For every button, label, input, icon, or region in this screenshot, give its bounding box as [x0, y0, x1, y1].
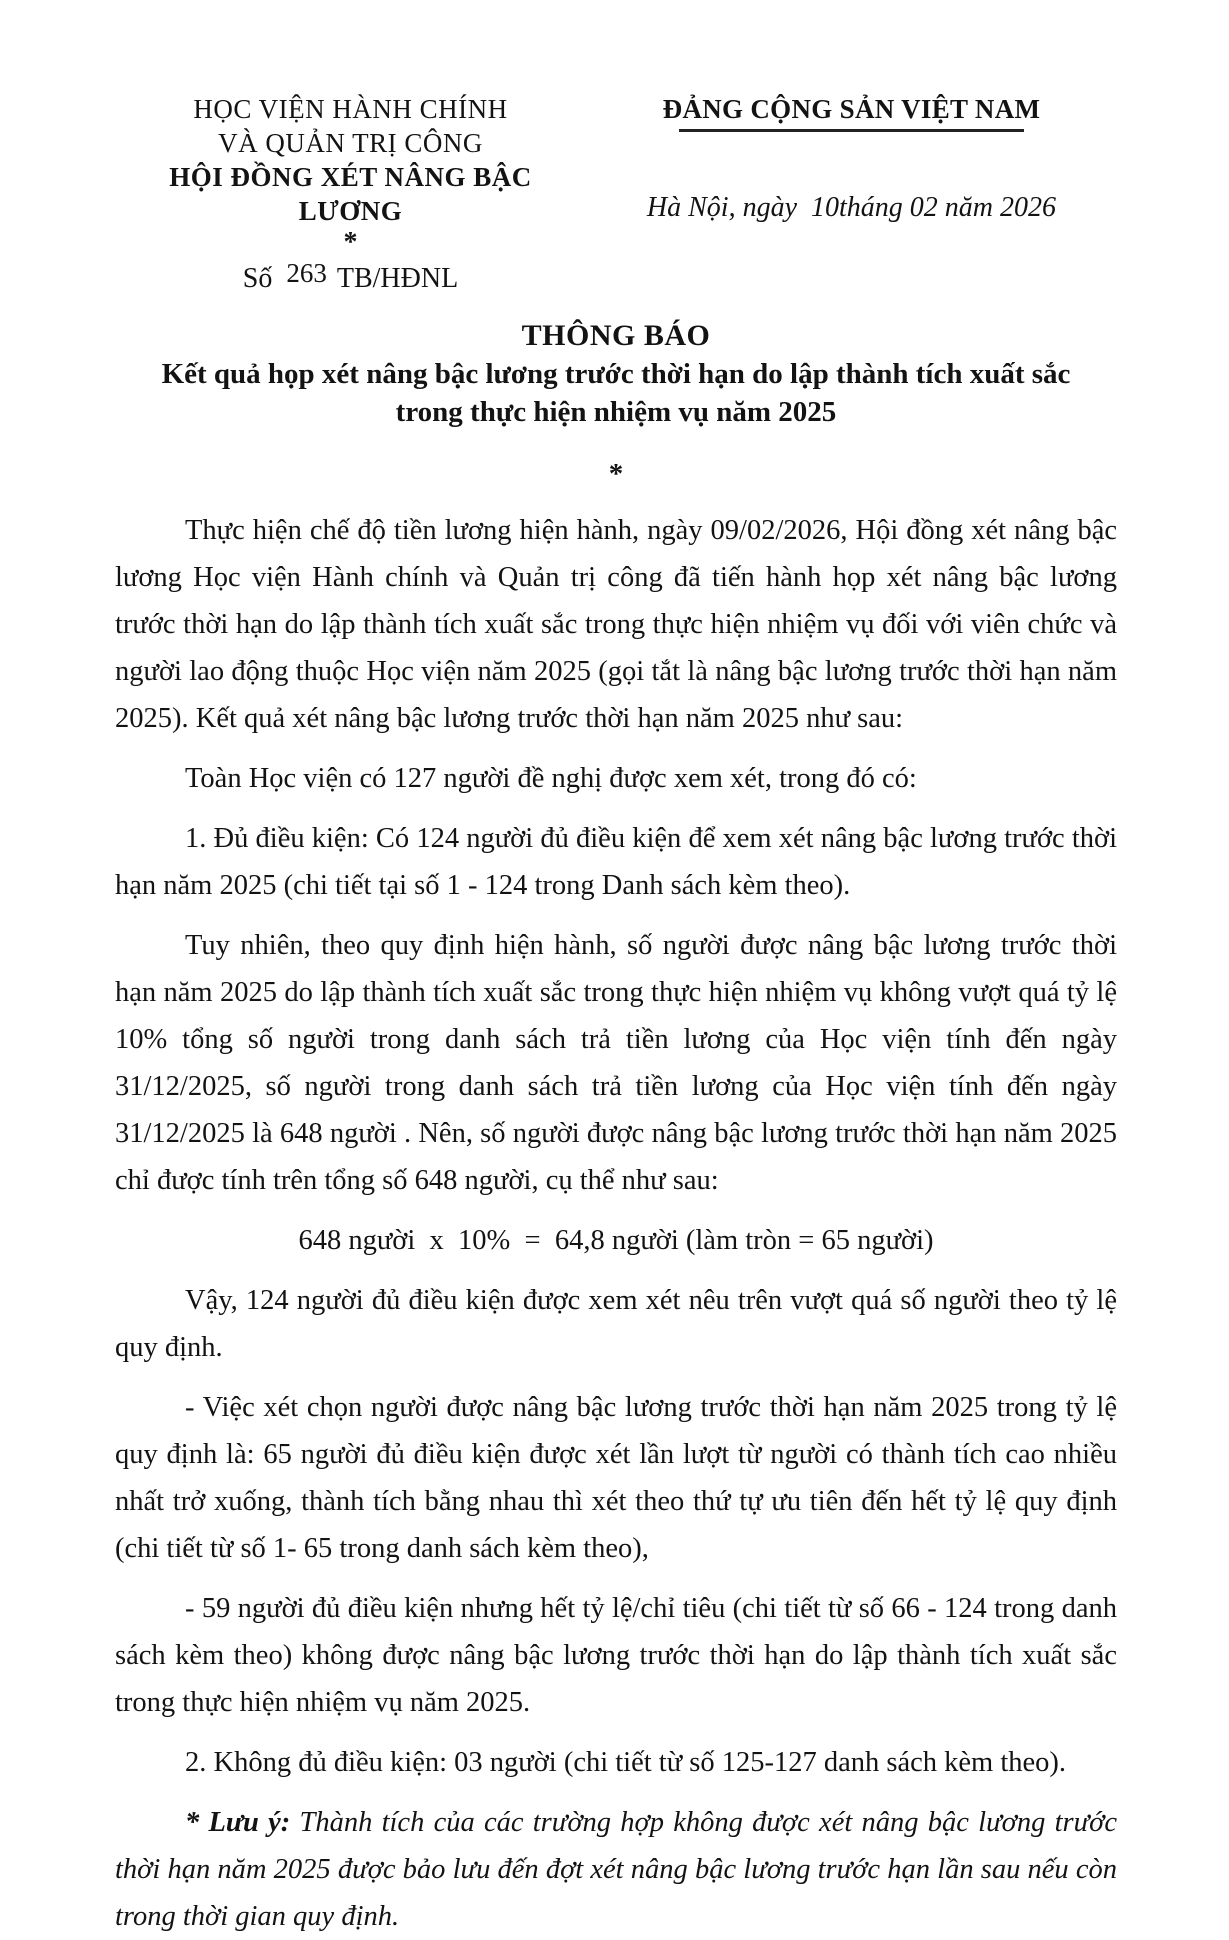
council-name: HỘI ĐỒNG XÉT NÂNG BẬC LƯƠNG	[169, 162, 532, 226]
document-subtitle-line-2: trong thực hiện nhiệm vụ năm 2025	[395, 396, 837, 428]
paragraph-exceed-quota: Vậy, 124 người đủ điều kiện được xem xét nêu trên vượt quá số người theo tỷ lệ quy định.	[115, 1285, 1117, 1363]
party-name-underline	[679, 129, 1024, 132]
quota-formula-line: 648 người x 10% = 64,8 người (làm tròn = 65 người)	[298, 1225, 934, 1256]
document-title: THÔNG BÁO	[521, 319, 711, 352]
doc-number-prefix: Số	[242, 263, 273, 294]
note-text: Thành tích của các trường hợp không được xét nâng bậc lương trước thời hạn năm 2025 được bảo lưu đến đợt xét nâng bậc lương trước hạn lần sau nếu còn trong thời gian quy định.	[115, 1807, 1117, 1932]
national-motto-block	[586, 92, 1117, 226]
note-label: * Lưu ý:	[185, 1807, 291, 1838]
paragraph-intro: Thực hiện chế độ tiền lương hiện hành, ngày 09/02/2026, Hội đồng xét nâng bậc lương Học viện Hành chính và Quản trị công đã tiến hành họp xét nâng bậc lương trước thời hạn do lập thành tích xuất sắc trong thực hiện nhiệm vụ đối với viên chức và người lao động thuộc Học viện năm 2025 (gọi tắt là nâng bậc lương trước thời hạn năm 2025). Kết quả xét nâng bậc lương trước thời hạn năm 2025 như sau:	[115, 515, 1117, 734]
paragraph-over-quota-list: - 59 người đủ điều kiện nhưng hết tỷ lệ/chỉ tiêu (chi tiết từ số 66 - 124 trong danh sách kèm theo) không được nâng bậc lương trước thời hạn do lập thành tích xuất sắc trong thực hiện nhiệm vụ năm 2025.	[115, 1593, 1117, 1718]
paragraph-total-proposed: Toàn Học viện có 127 người đề nghị được xem xét, trong đó có:	[185, 763, 917, 794]
doc-number-value: 263	[286, 258, 327, 288]
doc-number-suffix: TB/HĐNL	[336, 263, 459, 294]
paragraph-quota-rule: Tuy nhiên, theo quy định hiện hành, số người được nâng bậc lương trước thời hạn năm 2025 do lập thành tích xuất sắc trong thực hiện nhiệm vụ không vượt quá tỷ lệ 10% tổng số người trong danh sách trả tiền lương của Học viện tính đến ngày 31/12/2025, số người trong danh sách trả tiền lương của Học viện tính đến ngày 31/12/2025 là 648 người . Nên, số người được nâng bậc lương trước thời hạn năm 2025 chỉ được tính trên tổng số 648 người, cụ thể như sau:	[115, 930, 1117, 1196]
title-star: *	[608, 458, 624, 490]
paragraph-selection-rule: - Việc xét chọn người được nâng bậc lương trước thời hạn năm 2025 trong tỷ lệ quy định là: 65 người đủ điều kiện được xét lần lượt từ người có thành tích cao nhiều nhất trở xuống, thành tích bằng nhau thì xét theo thứ tự ưu tiên đến hết tỷ lệ quy định (chi tiết từ số 1- 65 trong danh sách kèm theo),	[115, 1392, 1117, 1564]
doc-number-line	[115, 260, 586, 297]
issuing-org-block	[115, 92, 586, 297]
document-header	[115, 92, 1117, 297]
paragraph-eligible: 1. Đủ điều kiện: Có 124 người đủ điều kiện để xem xét nâng bậc lương trước thời hạn năm 2025 (chi tiết tại số 1 - 124 trong Danh sách kèm theo).	[115, 823, 1117, 901]
paragraph-not-eligible: 2. Không đủ điều kiện: 03 người (chi tiết từ số 125-127 danh sách kèm theo).	[185, 1747, 1067, 1778]
org-name-line-1: HỌC VIỆN HÀNH CHÍNH	[193, 94, 508, 124]
document-body	[115, 507, 1117, 1940]
note-paragraph	[115, 1799, 1117, 1940]
header-star-left: *	[343, 227, 358, 258]
party-name: ĐẢNG CỘNG SẢN VIỆT NAM	[662, 94, 1041, 124]
org-name-line-2: VÀ QUẢN TRỊ CÔNG	[218, 128, 483, 158]
document-subtitle-line-1: Kết quả họp xét nâng bậc lương trước thời hạn do lập thành tích xuất sắc	[161, 358, 1071, 390]
place-and-date: Hà Nội, ngày 10tháng 02 năm 2026	[646, 192, 1057, 223]
